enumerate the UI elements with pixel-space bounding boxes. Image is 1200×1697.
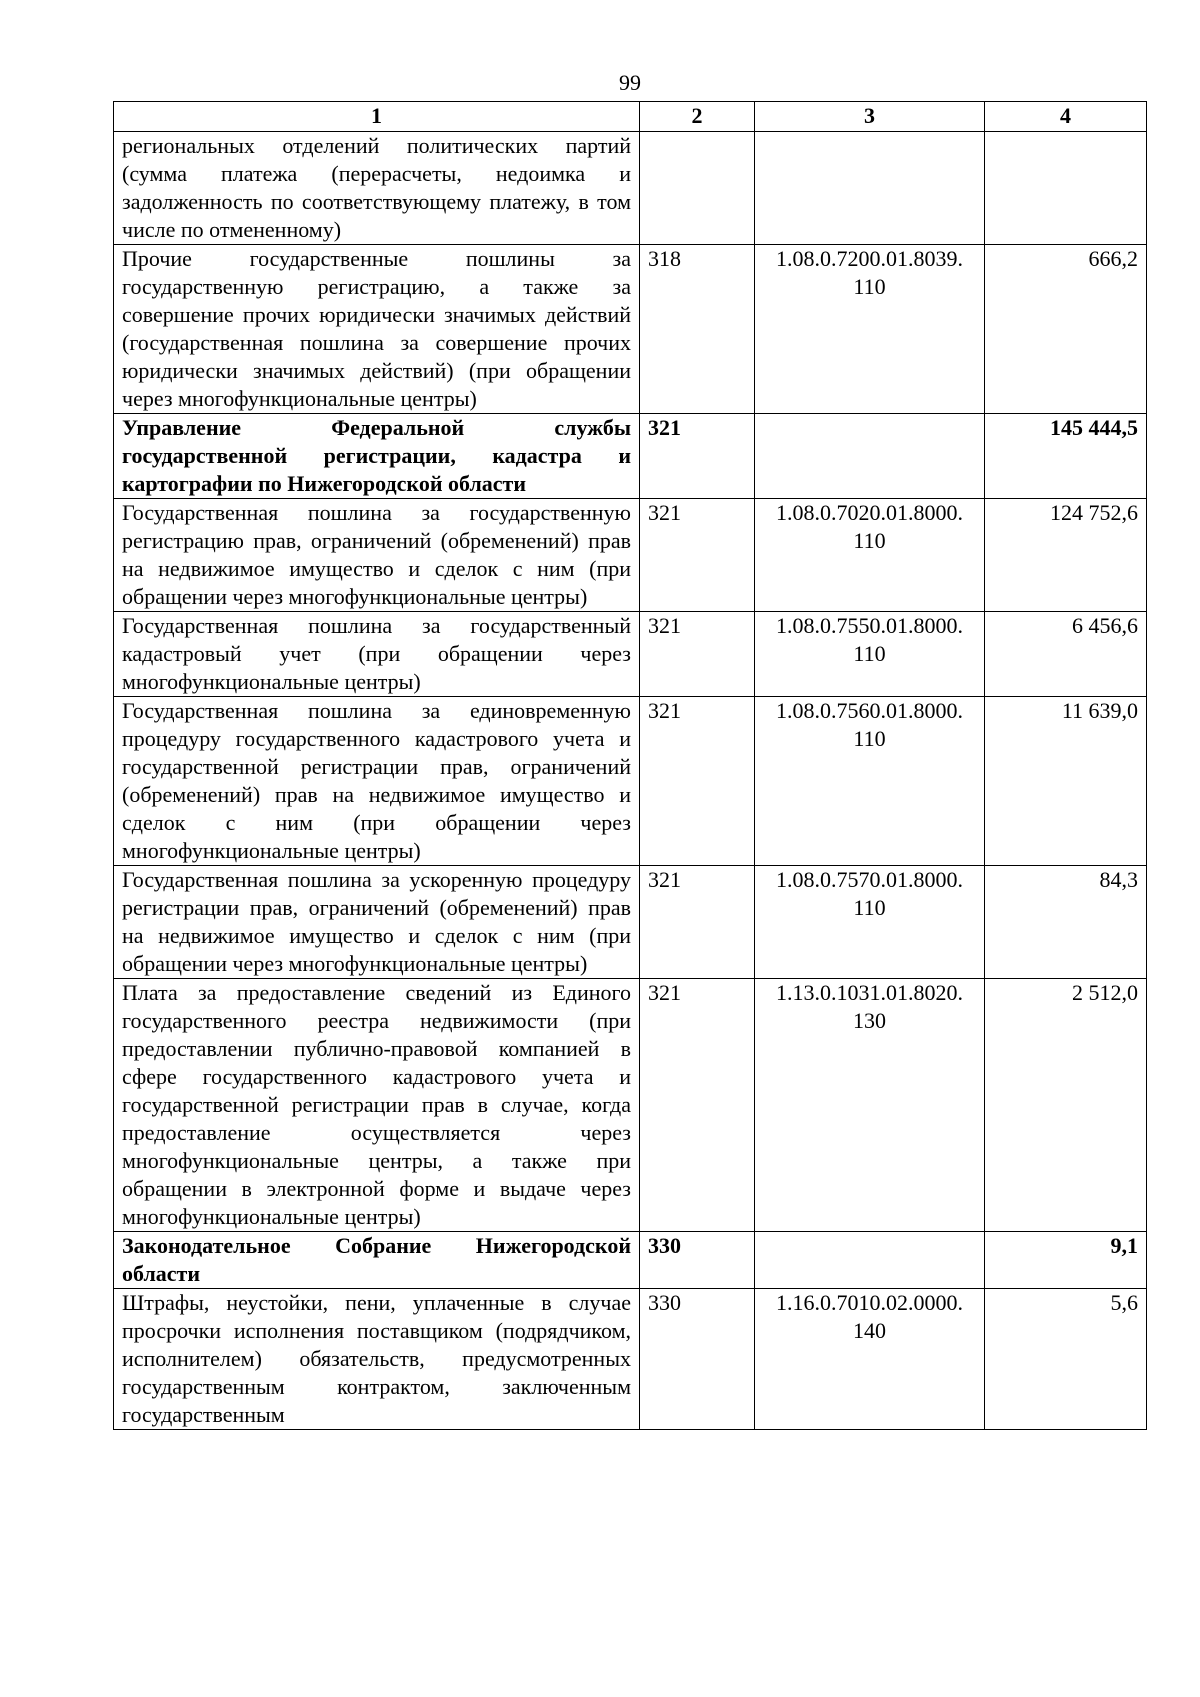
table-row-section <box>114 1232 1147 1289</box>
row-admin-code: 321 <box>640 697 755 866</box>
row-admin-code: 321 <box>640 499 755 612</box>
table-row <box>114 866 1147 979</box>
row-amount: 666,2 <box>985 245 1147 414</box>
table-row <box>114 245 1147 414</box>
row-admin-code: 330 <box>640 1232 755 1289</box>
row-description: Плата за предоставление сведений из Единого государственного реестра недвижимости (при предоставлении публично-правовой компанией в сфере государственного кадастрового учета и государственной регистрации прав в случае, когда предоставление осуществляется через многофункциональные центры, а также при обращении в электронной форме и выдаче через многофункциональные центры) <box>114 979 640 1232</box>
row-admin-code <box>640 132 755 245</box>
table-row <box>114 1289 1147 1430</box>
row-description: Управление Федеральной службы государственной регистрации, кадастра и картографии по Нижегородской области <box>114 414 640 499</box>
row-budget-code: 1.08.0.7550.01.8000. 110 <box>755 612 985 697</box>
row-description: региональных отделений политических партий (сумма платежа (перерасчеты, недоимка и задолженность по соответствующему платежу, в том числе по отмененному) <box>114 132 640 245</box>
row-description: Прочие государственные пошлины за государственную регистрацию, а также за совершение прочих юридически значимых действий (государственная пошлина за совершение прочих юридически значимых действий) (при обращении через многофункциональные центры) <box>114 245 640 414</box>
row-budget-code: 1.16.0.7010.02.0000. 140 <box>755 1289 985 1430</box>
column-header: 4 <box>985 102 1147 132</box>
row-amount: 9,1 <box>985 1232 1147 1289</box>
row-description: Законодательное Собрание Нижегородской области <box>114 1232 640 1289</box>
table-row <box>114 979 1147 1232</box>
row-amount <box>985 132 1147 245</box>
row-amount: 5,6 <box>985 1289 1147 1430</box>
row-admin-code: 321 <box>640 612 755 697</box>
table-row <box>114 132 1147 245</box>
table-row <box>114 697 1147 866</box>
column-header: 1 <box>114 102 640 132</box>
row-budget-code <box>755 414 985 499</box>
row-admin-code: 330 <box>640 1289 755 1430</box>
row-admin-code: 321 <box>640 414 755 499</box>
row-budget-code <box>755 1232 985 1289</box>
row-description: Государственная пошлина за государственный кадастровый учет (при обращении через многофункциональные центры) <box>114 612 640 697</box>
table-header-row <box>114 102 1147 132</box>
revenue-table <box>113 101 1147 1430</box>
row-admin-code: 318 <box>640 245 755 414</box>
column-header: 3 <box>755 102 985 132</box>
row-description: Штрафы, неустойки, пени, уплаченные в случае просрочки исполнения поставщиком (подрядчиком, исполнителем) обязательств, предусмотренных государственным контрактом, заключенным государственным <box>114 1289 640 1430</box>
row-budget-code: 1.08.0.7200.01.8039. 110 <box>755 245 985 414</box>
row-budget-code <box>755 132 985 245</box>
row-description: Государственная пошлина за государственную регистрацию прав, ограничений (обременений) прав на недвижимое имущество и сделок с ним (при обращении через многофункциональные центры) <box>114 499 640 612</box>
row-amount: 84,3 <box>985 866 1147 979</box>
column-header: 2 <box>640 102 755 132</box>
row-admin-code: 321 <box>640 866 755 979</box>
table-row-section <box>114 414 1147 499</box>
row-amount: 11 639,0 <box>985 697 1147 866</box>
table-row <box>114 612 1147 697</box>
row-budget-code: 1.08.0.7560.01.8000. 110 <box>755 697 985 866</box>
row-description: Государственная пошлина за единовременную процедуру государственного кадастрового учета и государственной регистрации прав, ограничений (обременений) прав на недвижимое имущество и сделок с ним (при обращении через многофункциональные центры) <box>114 697 640 866</box>
table-row <box>114 499 1147 612</box>
row-description: Государственная пошлина за ускоренную процедуру регистрации прав, ограничений (обременений) прав на недвижимое имущество и сделок с ним (при обращении через многофункциональные центры) <box>114 866 640 979</box>
row-amount: 145 444,5 <box>985 414 1147 499</box>
page-number: 99 <box>619 70 641 95</box>
row-budget-code: 1.08.0.7570.01.8000. 110 <box>755 866 985 979</box>
row-admin-code: 321 <box>640 979 755 1232</box>
row-amount: 124 752,6 <box>985 499 1147 612</box>
row-amount: 2 512,0 <box>985 979 1147 1232</box>
row-amount: 6 456,6 <box>985 612 1147 697</box>
row-budget-code: 1.13.0.1031.01.8020. 130 <box>755 979 985 1232</box>
row-budget-code: 1.08.0.7020.01.8000. 110 <box>755 499 985 612</box>
